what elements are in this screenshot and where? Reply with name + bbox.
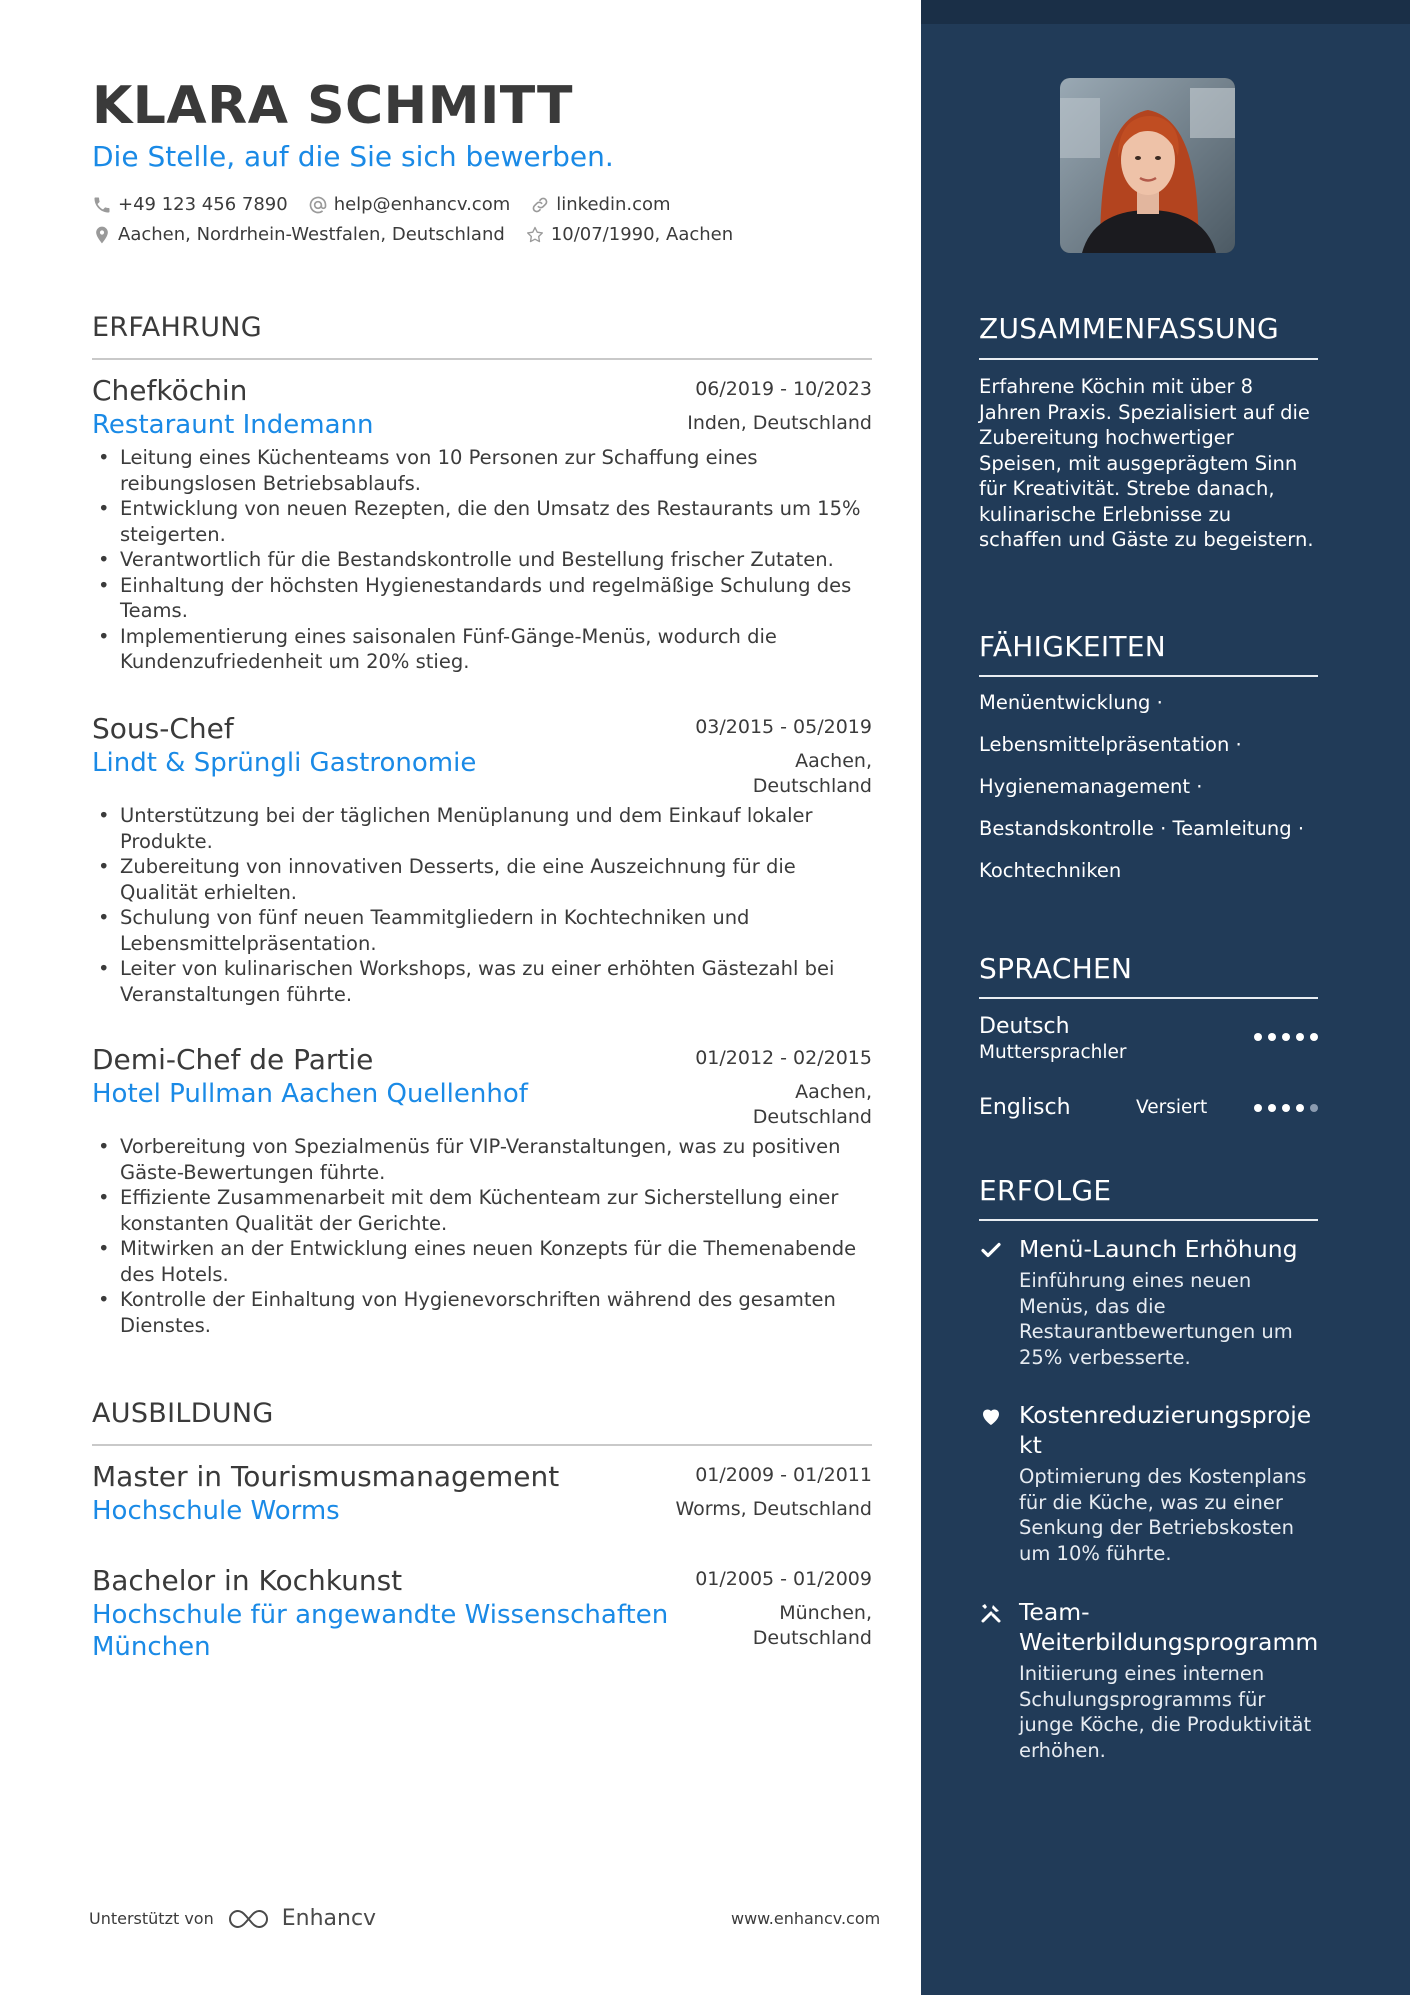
rating-dot — [1296, 1033, 1304, 1041]
candidate-name: KLARA SCHMITT — [92, 76, 573, 136]
experience-entry — [92, 374, 872, 675]
language-name: Englisch — [979, 1095, 1071, 1120]
job-location-line: Aachen, — [795, 750, 872, 772]
education-divider — [92, 1444, 872, 1446]
skills-divider — [979, 675, 1318, 677]
job-bullets — [92, 1134, 872, 1338]
degree-title: Bachelor in Kochkunst — [92, 1564, 403, 1597]
bullet-item: • Zubereitung von innovativen Desserts, die eine Auszeichnung für die Qualität erhielten. — [92, 854, 872, 905]
skills-list — [979, 690, 1318, 900]
education-date: 01/2005 - 01/2009 — [695, 1568, 872, 1590]
rating-dot — [1282, 1104, 1290, 1112]
achievement-item — [979, 1234, 1318, 1370]
achievement-item — [979, 1400, 1318, 1566]
languages-divider — [979, 997, 1318, 999]
achievement-item — [979, 1597, 1318, 1763]
language-item — [979, 1013, 1318, 1069]
job-company[interactable]: Hotel Pullman Aachen Quellenhof — [92, 1079, 528, 1109]
job-date: 01/2012 - 02/2015 — [695, 1047, 872, 1069]
education-entry — [92, 1460, 872, 1527]
bullet-item: • Implementierung eines saisonalen Fünf-Gänge-Menüs, wodurch die Kundenzufriedenheit um 20% stieg. — [92, 624, 872, 675]
linkedin-contact[interactable] — [530, 194, 670, 215]
job-location — [753, 749, 872, 799]
tools-icon — [979, 1601, 1003, 1625]
achievement-title-line: Weiterbildungsprogramm — [1019, 1628, 1319, 1656]
school-location-line: Deutschland — [752, 1627, 872, 1649]
contact-row-2 — [92, 224, 753, 245]
skill-separator: · — [1160, 817, 1167, 840]
rating-dot — [1268, 1033, 1276, 1041]
bullet-item: • Schulung von fünf neuen Teammitgliedern in Kochtechniken und Lebensmittelpräsentation. — [92, 905, 872, 956]
bullet-item: • Mitwirken an der Entwicklung eines neuen Konzepts für die Themenabende des Hotels. — [92, 1236, 872, 1287]
language-rating — [1248, 1033, 1318, 1041]
job-company[interactable]: Restaraunt Indemann — [92, 410, 374, 440]
birth-contact — [525, 224, 733, 245]
skill-item: Hygienemanagement — [979, 775, 1190, 798]
achievement-title-line: Team- — [1019, 1598, 1090, 1626]
email-text[interactable]: help@enhancv.com — [333, 194, 511, 215]
phone-text: +49 123 456 7890 — [118, 194, 288, 215]
achievement-title — [1019, 1597, 1318, 1657]
job-role: Demi-Chef de Partie — [92, 1043, 374, 1076]
phone-contact — [92, 194, 288, 215]
job-location-line: Aachen, — [795, 1081, 872, 1103]
rating-dot-empty — [1310, 1104, 1318, 1112]
rating-dot — [1254, 1033, 1262, 1041]
enhancv-logo[interactable] — [226, 1906, 376, 1931]
heart-icon — [979, 1404, 1003, 1428]
job-bullets — [92, 803, 872, 1007]
footer-branding — [89, 1906, 376, 1931]
languages-heading: SPRACHEN — [979, 952, 1133, 985]
location-contact — [92, 224, 505, 245]
phone-icon — [92, 195, 112, 215]
skill-separator: · — [1196, 775, 1203, 798]
language-level: Versiert — [1136, 1097, 1208, 1118]
education-heading: AUSBILDUNG — [92, 1398, 274, 1429]
achievement-desc: Einführung eines neuen Menüs, das die Restaurantbewertungen um 25% verbesserte. — [1019, 1269, 1293, 1369]
language-item — [979, 1094, 1318, 1124]
school-name-line[interactable]: Hochschule für angewandte Wissenschaften — [92, 1600, 669, 1630]
skill-separator: · — [1297, 817, 1305, 840]
bullet-item: • Vorbereitung von Spezialmenüs für VIP-Veranstaltungen, was zu positiven Gäste-Bewertungen führte. — [92, 1134, 872, 1185]
bullet-item: • Entwicklung von neuen Rezepten, die den Umsatz des Restaurants um 15% steigerten. — [92, 496, 872, 547]
job-title: Die Stelle, auf die Sie sich bewerben. — [92, 140, 614, 173]
rating-dot — [1296, 1104, 1304, 1112]
job-role: Sous-Chef — [92, 712, 234, 745]
achievement-desc: Optimierung des Kostenplans für die Küche, was zu einer Senkung der Betriebskosten um 10% führte. — [1019, 1465, 1307, 1565]
job-location-line: Deutschland — [752, 1106, 872, 1128]
skill-item: Lebensmittelpräsentation — [979, 733, 1230, 756]
rating-dot — [1254, 1104, 1262, 1112]
profile-photo — [1060, 78, 1235, 253]
job-bullets — [92, 445, 872, 675]
birth-text: 10/07/1990, Aachen — [550, 224, 734, 245]
linkedin-text[interactable]: linkedin.com — [556, 194, 671, 215]
education-entry — [92, 1564, 872, 1663]
job-date: 03/2015 - 05/2019 — [695, 716, 872, 738]
achievement-title-line: kt — [1019, 1431, 1042, 1459]
star-icon — [525, 225, 545, 245]
experience-entry — [92, 1043, 872, 1338]
summary-heading: ZUSAMMENFASSUNG — [979, 312, 1279, 345]
skill-item: Kochtechniken — [979, 859, 1122, 882]
job-company[interactable]: Lindt & Sprüngli Gastronomie — [92, 748, 477, 778]
at-icon — [308, 195, 328, 215]
portrait-image — [1060, 78, 1235, 253]
bullet-item: • Kontrolle der Einhaltung von Hygienevorschriften während des gesamten Dienstes. — [92, 1287, 872, 1338]
sidebar-top-bar — [921, 0, 1410, 24]
skill-separator: · — [1156, 691, 1163, 714]
powered-by-label: Unterstützt von — [89, 1909, 214, 1928]
rating-dot — [1268, 1104, 1276, 1112]
bullet-item: • Effiziente Zusammenarbeit mit dem Küchenteam zur Sicherstellung einer konstanten Qualität der Gerichte. — [92, 1185, 872, 1236]
achievement-title: Menü-Launch Erhöhung — [1019, 1235, 1298, 1263]
experience-divider — [92, 358, 872, 360]
sidebar — [921, 0, 1410, 1995]
footer-url[interactable]: www.enhancv.com — [731, 1909, 881, 1928]
summary-text: Erfahrene Köchin mit über 8 Jahren Praxis. Spezialisiert auf die Zubereitung hochwertiger Speisen, mit ausgeprägtem Sinn für Kreativität. Strebe danach, kulinarische Erlebnisse zu schaffen und Gäste zu begeistern. — [979, 375, 1314, 551]
achievements-heading: ERFOLGE — [979, 1174, 1112, 1207]
job-role: Chefköchin — [92, 374, 248, 407]
job-location — [753, 1080, 872, 1130]
language-name: Deutsch — [979, 1014, 1070, 1039]
skill-item: Menüentwicklung — [979, 691, 1151, 714]
summary-divider — [979, 358, 1318, 360]
school-location-line: München, — [779, 1602, 872, 1624]
rating-dot — [1282, 1033, 1290, 1041]
education-date: 01/2009 - 01/2011 — [695, 1464, 872, 1486]
language-level: Muttersprachler — [979, 1042, 1127, 1063]
achievement-desc: Initiierung eines internen Schulungsprogramms für junge Köche, die Produktivität erhöhen. — [1019, 1662, 1312, 1762]
language-rating — [1248, 1104, 1318, 1112]
location-text: Aachen, Nordrhein-Westfalen, Deutschland — [118, 224, 505, 245]
brand-name: Enhancv — [281, 1906, 377, 1931]
rating-dot — [1310, 1033, 1318, 1041]
job-location-line: Deutschland — [752, 775, 872, 797]
degree-title: Master in Tourismusmanagement — [92, 1460, 560, 1493]
achievement-title-line: Kostenreduzierungsproje — [1019, 1401, 1312, 1429]
bullet-item: • Verantwortlich für die Bestandskontrolle und Bestellung frischer Zutaten. — [92, 547, 872, 573]
skills-heading: FÄHIGKEITEN — [979, 630, 1167, 663]
email-contact[interactable] — [308, 194, 511, 215]
experience-entry — [92, 712, 872, 1007]
job-location: Inden, Deutschland — [687, 412, 872, 434]
experience-heading: ERFAHRUNG — [92, 312, 262, 343]
skill-separator: · — [1235, 733, 1242, 756]
achievements-divider — [979, 1219, 1318, 1221]
school-location: Worms, Deutschland — [675, 1498, 872, 1520]
bullet-item: • Einhaltung der höchsten Hygienestandards und regelmäßige Schulung des Teams. — [92, 573, 872, 624]
bullet-item: • Leiter von kulinarischen Workshops, was zu einer erhöhten Gästezahl bei Veranstaltungen führte. — [92, 956, 872, 1007]
bullet-item: • Leitung eines Küchenteams von 10 Personen zur Schaffung eines reibungslosen Betriebsablaufs. — [92, 445, 872, 496]
school-location — [753, 1601, 872, 1651]
skill-item: Bestandskontrolle — [979, 817, 1154, 840]
link-icon — [530, 195, 550, 215]
contact-row-1 — [92, 194, 691, 215]
achievement-title — [1019, 1400, 1318, 1460]
check-icon — [979, 1238, 1003, 1262]
skill-item: Teamleitung — [1172, 817, 1292, 840]
job-date: 06/2019 - 10/2023 — [695, 378, 872, 400]
school-name-line[interactable]: München — [92, 1632, 211, 1662]
bullet-item: • Unterstützung bei der täglichen Menüplanung und dem Einkauf lokaler Produkte. — [92, 803, 872, 854]
infinity-logo-icon — [226, 1907, 272, 1931]
school-name[interactable]: Hochschule Worms — [92, 1496, 340, 1526]
school-name[interactable] — [92, 1599, 668, 1663]
location-pin-icon — [92, 225, 112, 245]
